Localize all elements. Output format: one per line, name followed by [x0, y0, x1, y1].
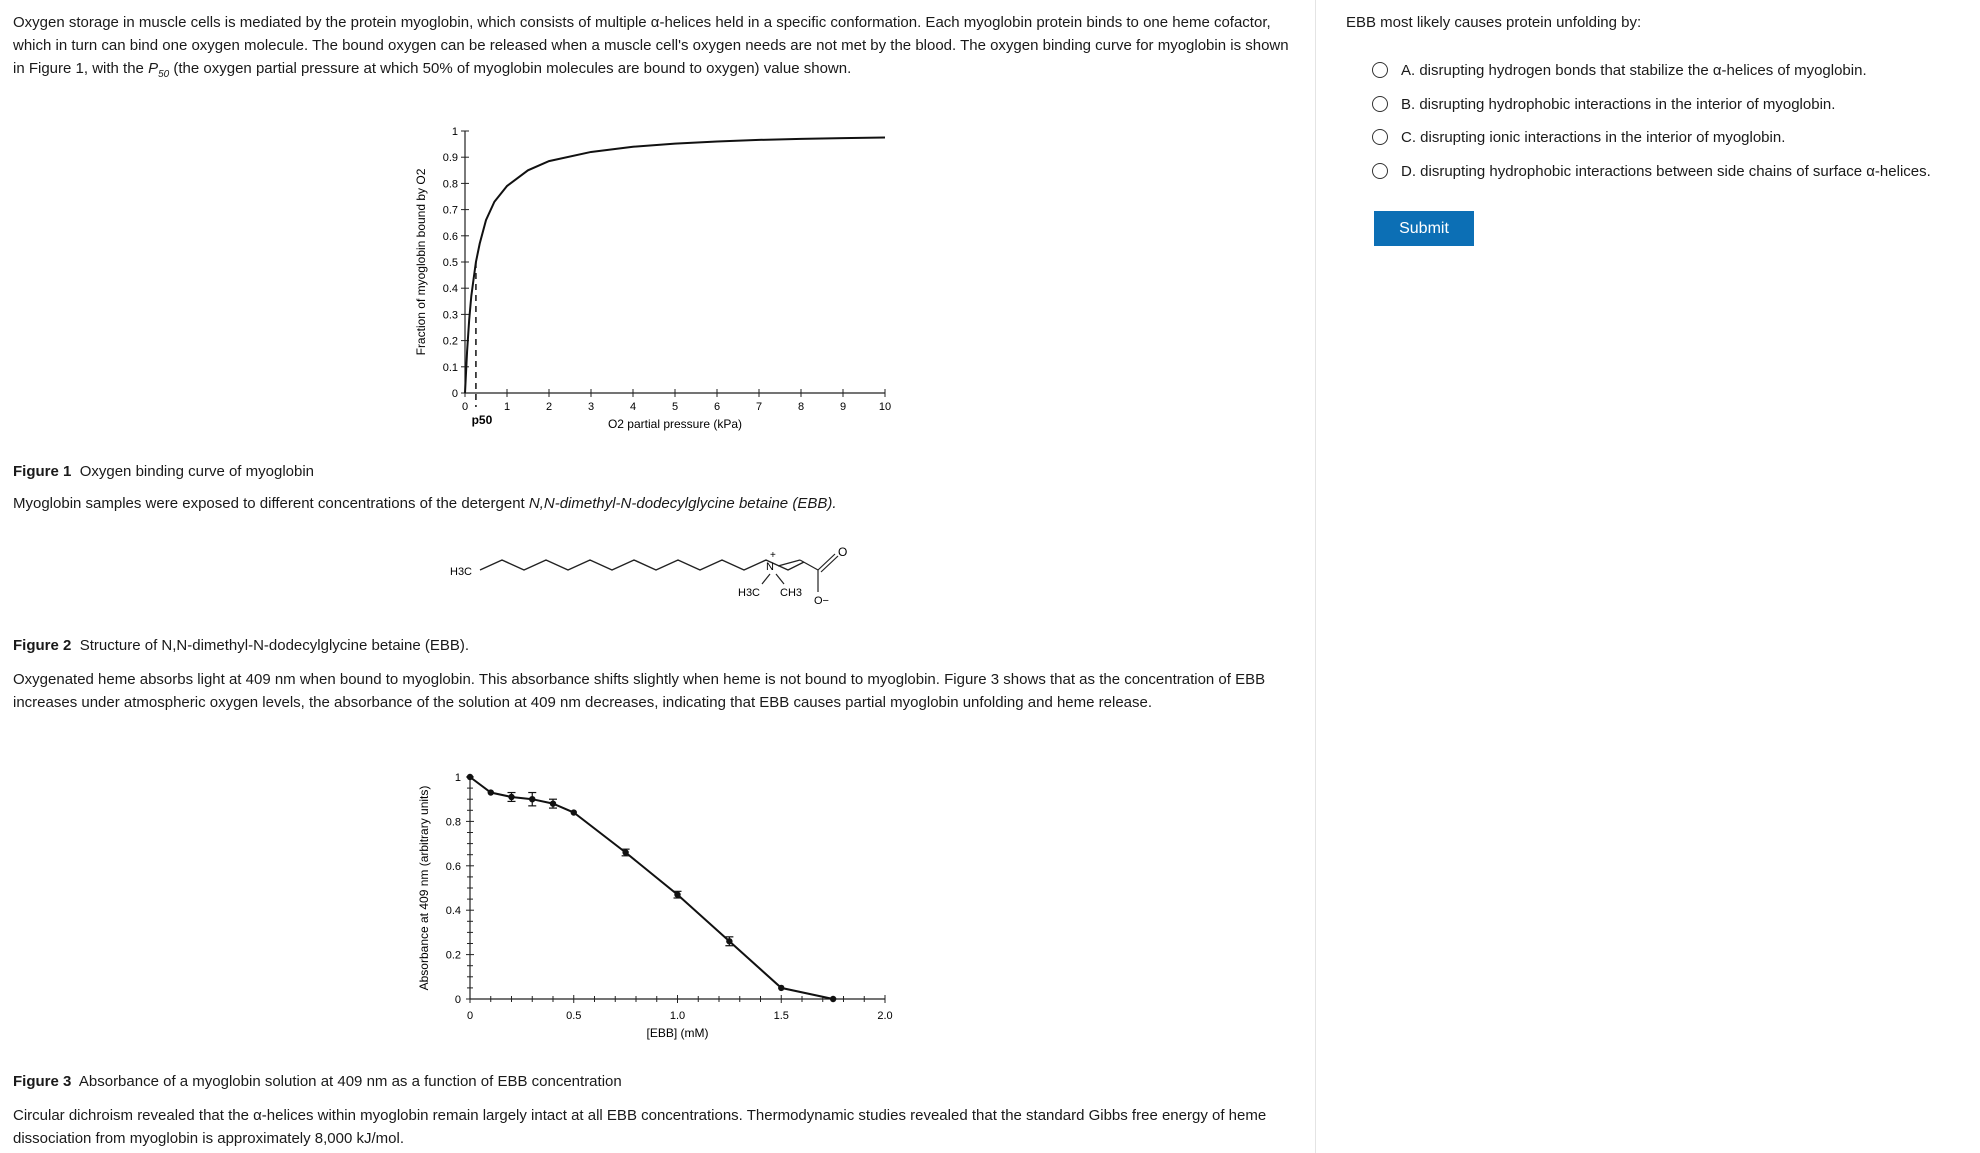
x-tick-label: 5: [671, 401, 679, 413]
y-tick-label: 0.8: [442, 178, 458, 191]
x-tick-label: 1: [503, 401, 511, 413]
x-tick-label: 1.5: [773, 1010, 789, 1022]
data-point: [529, 796, 535, 802]
x-tick-label: 9: [839, 401, 847, 413]
alkyl-chain: [480, 560, 804, 570]
y-tick-label: 1: [454, 772, 461, 784]
y-tick-label: 1: [451, 126, 458, 138]
data-point: [674, 891, 680, 897]
option-a-label: A. disrupting hydrogen bonds that stabilize the α-helices of myoglobin.: [1401, 61, 1867, 79]
y-tick-label: 0.8: [445, 816, 461, 829]
x-tick-label: 6: [713, 401, 721, 413]
data-point: [726, 938, 732, 944]
structure-plus: +: [770, 550, 776, 561]
x-tick-label: 0: [466, 1010, 474, 1022]
x-tick-label: 1.0: [669, 1010, 686, 1022]
x-tick-label: 0: [461, 401, 469, 413]
y-tick-label: 0.3: [442, 309, 458, 322]
ebb-structure: [440, 540, 860, 610]
binding-curve: [465, 138, 885, 393]
y-tick-label: 0.4: [442, 283, 458, 296]
data-point: [467, 774, 473, 780]
x-tick-label: 2.0: [877, 1010, 893, 1022]
question-panel: [1316, 0, 1980, 1153]
figure-2-caption: Figure 2 Structure of N,N-dimethyl-N-dodecylglycine betaine (EBB).: [13, 637, 470, 654]
option-b[interactable]: [1372, 91, 1835, 117]
x-tick-label: 10: [878, 401, 892, 413]
structure-n-plus: N: [766, 561, 774, 573]
option-c-radio[interactable]: [1372, 129, 1388, 145]
x-axis-title: O2 partial pressure (kPa): [607, 417, 743, 431]
x-tick-label: 2: [545, 401, 553, 413]
x-tick-label: 0.5: [566, 1010, 582, 1022]
passage-paragraph-4: Circular dichroism revealed that the α-helices within myoglobin remain largely intact at all EBB concentrations. Thermodynamic studies revealed that the standard Gibbs free energy of heme dissociation from myoglobin is approximately 8,000 kJ/mol.: [13, 1107, 1267, 1147]
option-a-radio[interactable]: [1372, 62, 1388, 78]
y-tick-label: 0.6: [442, 230, 458, 243]
absorbance-chart: [405, 762, 905, 1052]
option-c-label: C. disrupting ionic interactions in the interior of myoglobin.: [1401, 128, 1786, 146]
absorbance-line: [470, 777, 833, 999]
y-tick-label: 0.4: [445, 905, 461, 918]
option-c[interactable]: [1372, 124, 1785, 150]
y-tick-label: 0: [454, 994, 461, 1006]
submit-button[interactable]: Submit: [1374, 211, 1474, 246]
y-tick-label: 0: [451, 388, 458, 400]
ch2-c-bond: [800, 560, 818, 570]
structure-h3c-n: H3C: [738, 587, 761, 599]
question-prompt: EBB most likely causes protein unfolding by:: [1346, 14, 1642, 31]
data-point: [550, 800, 556, 806]
structure-h3c-left: H3C: [450, 566, 473, 578]
y-tick-label: 0.7: [442, 204, 458, 217]
data-point: [830, 996, 836, 1002]
data-point: [778, 985, 784, 991]
x-tick-label: 3: [587, 401, 595, 413]
option-d-label: D. disrupting hydrophobic interactions between side chains of surface α-helices.: [1401, 162, 1931, 180]
passage-paragraph-3: Oxygenated heme absorbs light at 409 nm when bound to myoglobin. This absorbance shifts slightly when heme is not bound to myoglobin. Figure 3 shows that as the concentration of EBB increases under atmospheric oxygen levels, the absorbance of the solution at 409 nm decreases, indicating that EBB causes partial myoglobin unfolding and heme release.: [13, 671, 1266, 711]
structure-o-minus: O−: [814, 595, 829, 607]
p50-label: p50: [471, 413, 493, 427]
figure-1-caption: Figure 1 Oxygen binding curve of myoglobin: [13, 463, 315, 480]
option-a[interactable]: [1372, 57, 1867, 83]
option-d[interactable]: [1372, 158, 1931, 184]
data-point: [488, 789, 494, 795]
y-axis-title: Fraction of myoglobin bound by O2: [414, 168, 428, 356]
x-tick-label: 4: [629, 401, 637, 413]
x-tick-label: 8: [797, 401, 805, 413]
y-tick-label: 0.2: [442, 335, 458, 348]
data-point: [622, 849, 628, 855]
y-tick-label: 0.6: [445, 860, 461, 873]
p50-symbol: $P_{50}$: [148, 60, 170, 80]
option-b-label: B. disrupting hydrophobic interactions in the interior of myoglobin.: [1401, 95, 1836, 113]
n-methyl-bond-2: [776, 574, 784, 584]
data-point: [508, 794, 514, 800]
option-b-radio[interactable]: [1372, 96, 1388, 112]
passage-paragraph-2: Myoglobin samples were exposed to different concentrations of the detergent N,N-dimethyl-N-dodecylglycine betaine (EBB).: [13, 495, 837, 512]
x-tick-label: 7: [755, 401, 763, 413]
y-axis-title: Absorbance at 409 nm (arbitrary units): [417, 785, 431, 991]
oxygen-binding-chart: [400, 118, 920, 448]
x-axis-title: [EBB] (mM): [646, 1026, 709, 1040]
structure-ch3: CH3: [780, 587, 803, 599]
y-tick-label: 0.9: [442, 152, 458, 165]
passage-paragraph-1: Oxygen storage in muscle cells is mediated by the protein myoglobin, which consists of multiple α-helices held in a specific conformation. Each myoglobin protein binds to one heme cofactor, which in turn can bind one oxygen molecule. The bound oxygen can be released when a muscle cell's oxygen needs are not met by the blood. The oxygen binding curve for myoglobin is shown in Figure 1, with the $P_{50}$ (the oxygen partial pressure at which 50% of myoglobin molecules are bound to oxygen) value shown.: [13, 14, 1289, 80]
structure-o-double: O: [838, 545, 848, 559]
y-tick-label: 0.2: [445, 949, 461, 962]
y-tick-label: 0.1: [442, 361, 458, 374]
data-point: [571, 809, 577, 815]
figure-3-caption: Figure 3 Absorbance of a myoglobin solution at 409 nm as a function of EBB concentration: [13, 1073, 622, 1090]
option-d-radio[interactable]: [1372, 163, 1388, 179]
y-tick-label: 0.5: [442, 257, 458, 269]
n-methyl-bond-1: [762, 574, 770, 584]
